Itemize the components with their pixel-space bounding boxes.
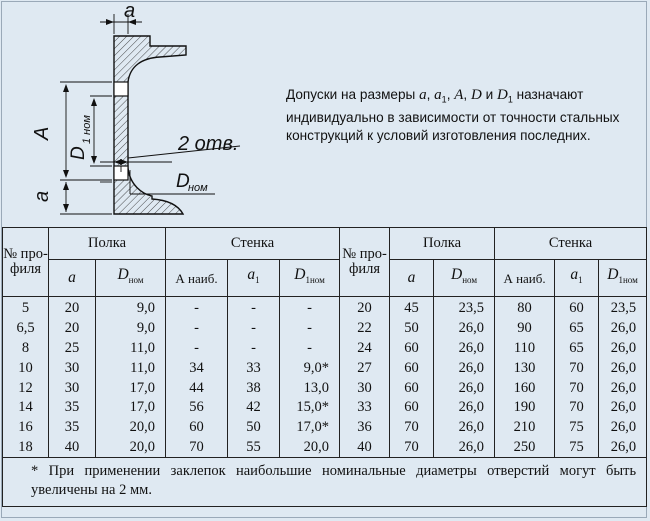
table-row	[3, 378, 647, 398]
table-cell: 60	[390, 358, 434, 378]
header-d1-nom-2: $D_{1ном}$	[599, 260, 647, 297]
table-cell: 26,0	[434, 378, 495, 398]
table-cell: 60	[555, 297, 599, 319]
table-cell: 60	[390, 398, 434, 418]
label-holes: 2 отв.	[178, 133, 239, 155]
table-body	[3, 297, 647, 458]
header-web-2: Стенка	[495, 228, 647, 260]
table-cell: 14	[3, 398, 49, 418]
table-cell: -	[228, 339, 280, 359]
table-cell: -	[228, 319, 280, 339]
table-cell: -	[166, 319, 228, 339]
table-cell: 9,0	[96, 319, 166, 339]
table-cell: 26,0	[434, 319, 495, 339]
table-cell: 30	[49, 358, 96, 378]
header-profile-no-2: № про-филя	[340, 228, 390, 297]
table-row	[3, 339, 647, 359]
table-cell: 45	[390, 297, 434, 319]
table-cell: 20,0	[280, 438, 340, 458]
label-a-side: a	[31, 190, 53, 202]
table-cell: 26,0	[599, 438, 647, 458]
label-D-sub: ном	[188, 182, 208, 194]
label-D: D	[176, 171, 190, 192]
table-cell: 26,0	[599, 319, 647, 339]
tolerance-note: Допуски на размеры a, $a_1$, A, D и $D_1$ назначают индивидуально в зависимости от точности стальных конструкций к условий изготовления последних.	[286, 87, 620, 143]
table-cell: 6,5	[3, 319, 49, 339]
table-cell: -	[280, 339, 340, 359]
header-a: a	[49, 260, 96, 297]
table-cell: 17,0*	[280, 418, 340, 438]
label-A: A	[31, 126, 53, 140]
table-cell: -	[228, 297, 280, 319]
header-a1-2: $a_1$	[555, 260, 599, 297]
table-cell: 17,0	[96, 398, 166, 418]
table-cell: 75	[555, 418, 599, 438]
table-cell: 24	[340, 339, 390, 359]
table-cell: 9,0	[96, 297, 166, 319]
header-d-nom-2: $D_{ном}$	[434, 260, 495, 297]
table-cell: 35	[49, 418, 96, 438]
table-cell: 38	[228, 378, 280, 398]
table-cell: 44	[166, 378, 228, 398]
table-cell: 60	[390, 339, 434, 359]
table-cell: 33	[228, 358, 280, 378]
header-a1: $a_1$	[228, 260, 280, 297]
table-cell: 26,0	[599, 398, 647, 418]
table-cell: 55	[228, 438, 280, 458]
table-cell: 12	[3, 378, 49, 398]
table-cell: 75	[555, 438, 599, 458]
header-profile-no: № про-филя	[3, 228, 49, 297]
table-cell: 23,5	[434, 297, 495, 319]
table-cell: 33	[340, 398, 390, 418]
header-d-nom: $D_{ном}$	[96, 260, 166, 297]
header-a-2: a	[390, 260, 434, 297]
table-cell: 70	[555, 398, 599, 418]
table-cell: 26,0	[434, 358, 495, 378]
table-cell: 26,0	[434, 398, 495, 418]
table-cell: 35	[49, 398, 96, 418]
table-cell: 40	[340, 438, 390, 458]
table-cell: 26,0	[599, 339, 647, 359]
table-cell: 17,0	[96, 378, 166, 398]
table-cell: 210	[495, 418, 555, 438]
table-cell: 20	[340, 297, 390, 319]
table-cell: 10	[3, 358, 49, 378]
table-cell: 56	[166, 398, 228, 418]
table-cell: 26,0	[434, 418, 495, 438]
table-row	[3, 297, 647, 319]
table-cell: 80	[495, 297, 555, 319]
table-row	[3, 358, 647, 378]
table-cell: 15,0*	[280, 398, 340, 418]
label-D1: D	[68, 146, 89, 160]
table-cell: 26,0	[599, 378, 647, 398]
table-cell: 16	[3, 418, 49, 438]
table-cell: -	[166, 297, 228, 319]
table-cell: 190	[495, 398, 555, 418]
table-cell: 8	[3, 339, 49, 359]
table-cell: 5	[3, 297, 49, 319]
table-cell: 26,0	[599, 358, 647, 378]
label-D1-sub: 1 ном	[81, 115, 93, 144]
table-cell: -	[166, 339, 228, 359]
label-a-top: a	[124, 0, 136, 22]
table-cell: 50	[228, 418, 280, 438]
table-cell: 25	[49, 339, 96, 359]
table-cell: 11,0	[96, 358, 166, 378]
table-cell: 65	[555, 319, 599, 339]
table-cell: 26,0	[434, 339, 495, 359]
table-cell: 70	[390, 418, 434, 438]
table-cell: 70	[555, 378, 599, 398]
table-cell: 23,5	[599, 297, 647, 319]
tolerance-table	[2, 227, 647, 507]
channel-profile-drawing	[0, 0, 280, 228]
table-cell: 13,0	[280, 378, 340, 398]
table-footnote: * При применении заклепок наибольшие номинальные диаметры отверстий могут быть увеличены на 2 мм.	[3, 458, 647, 507]
header-a-max: А наиб.	[166, 260, 228, 297]
table-cell: 70	[555, 358, 599, 378]
table-cell: 90	[495, 319, 555, 339]
table-cell: 50	[390, 319, 434, 339]
table-cell: 42	[228, 398, 280, 418]
table-cell: 20	[49, 297, 96, 319]
header-flange: Полка	[49, 228, 166, 260]
table-cell: 30	[49, 378, 96, 398]
table-cell: 70	[166, 438, 228, 458]
table-cell: 130	[495, 358, 555, 378]
table-cell: 60	[166, 418, 228, 438]
table-row	[3, 319, 647, 339]
table-row	[3, 398, 647, 418]
table-cell: 27	[340, 358, 390, 378]
table-cell: 36	[340, 418, 390, 438]
table-cell: -	[280, 297, 340, 319]
table-row	[3, 418, 647, 438]
table-cell: 65	[555, 339, 599, 359]
table-cell: 20,0	[96, 418, 166, 438]
table-cell: 40	[49, 438, 96, 458]
header-web: Стенка	[166, 228, 340, 260]
table-cell: -	[280, 319, 340, 339]
table-cell: 110	[495, 339, 555, 359]
table-row	[3, 438, 647, 458]
header-d1-nom: $D_{1ном}$	[280, 260, 340, 297]
table-cell: 26,0	[434, 438, 495, 458]
table-cell: 70	[390, 438, 434, 458]
table-cell: 30	[340, 378, 390, 398]
table-cell: 20,0	[96, 438, 166, 458]
table-cell: 18	[3, 438, 49, 458]
drawing-labels	[31, 0, 238, 202]
table-cell: 20	[49, 319, 96, 339]
table-cell: 250	[495, 438, 555, 458]
table-cell: 11,0	[96, 339, 166, 359]
header-a-max-2: А наиб.	[495, 260, 555, 297]
table-cell: 60	[390, 378, 434, 398]
header-flange-2: Полка	[390, 228, 495, 260]
table-cell: 22	[340, 319, 390, 339]
table-cell: 160	[495, 378, 555, 398]
table-cell: 9,0*	[280, 358, 340, 378]
table-cell: 26,0	[599, 418, 647, 438]
table-cell: 34	[166, 358, 228, 378]
